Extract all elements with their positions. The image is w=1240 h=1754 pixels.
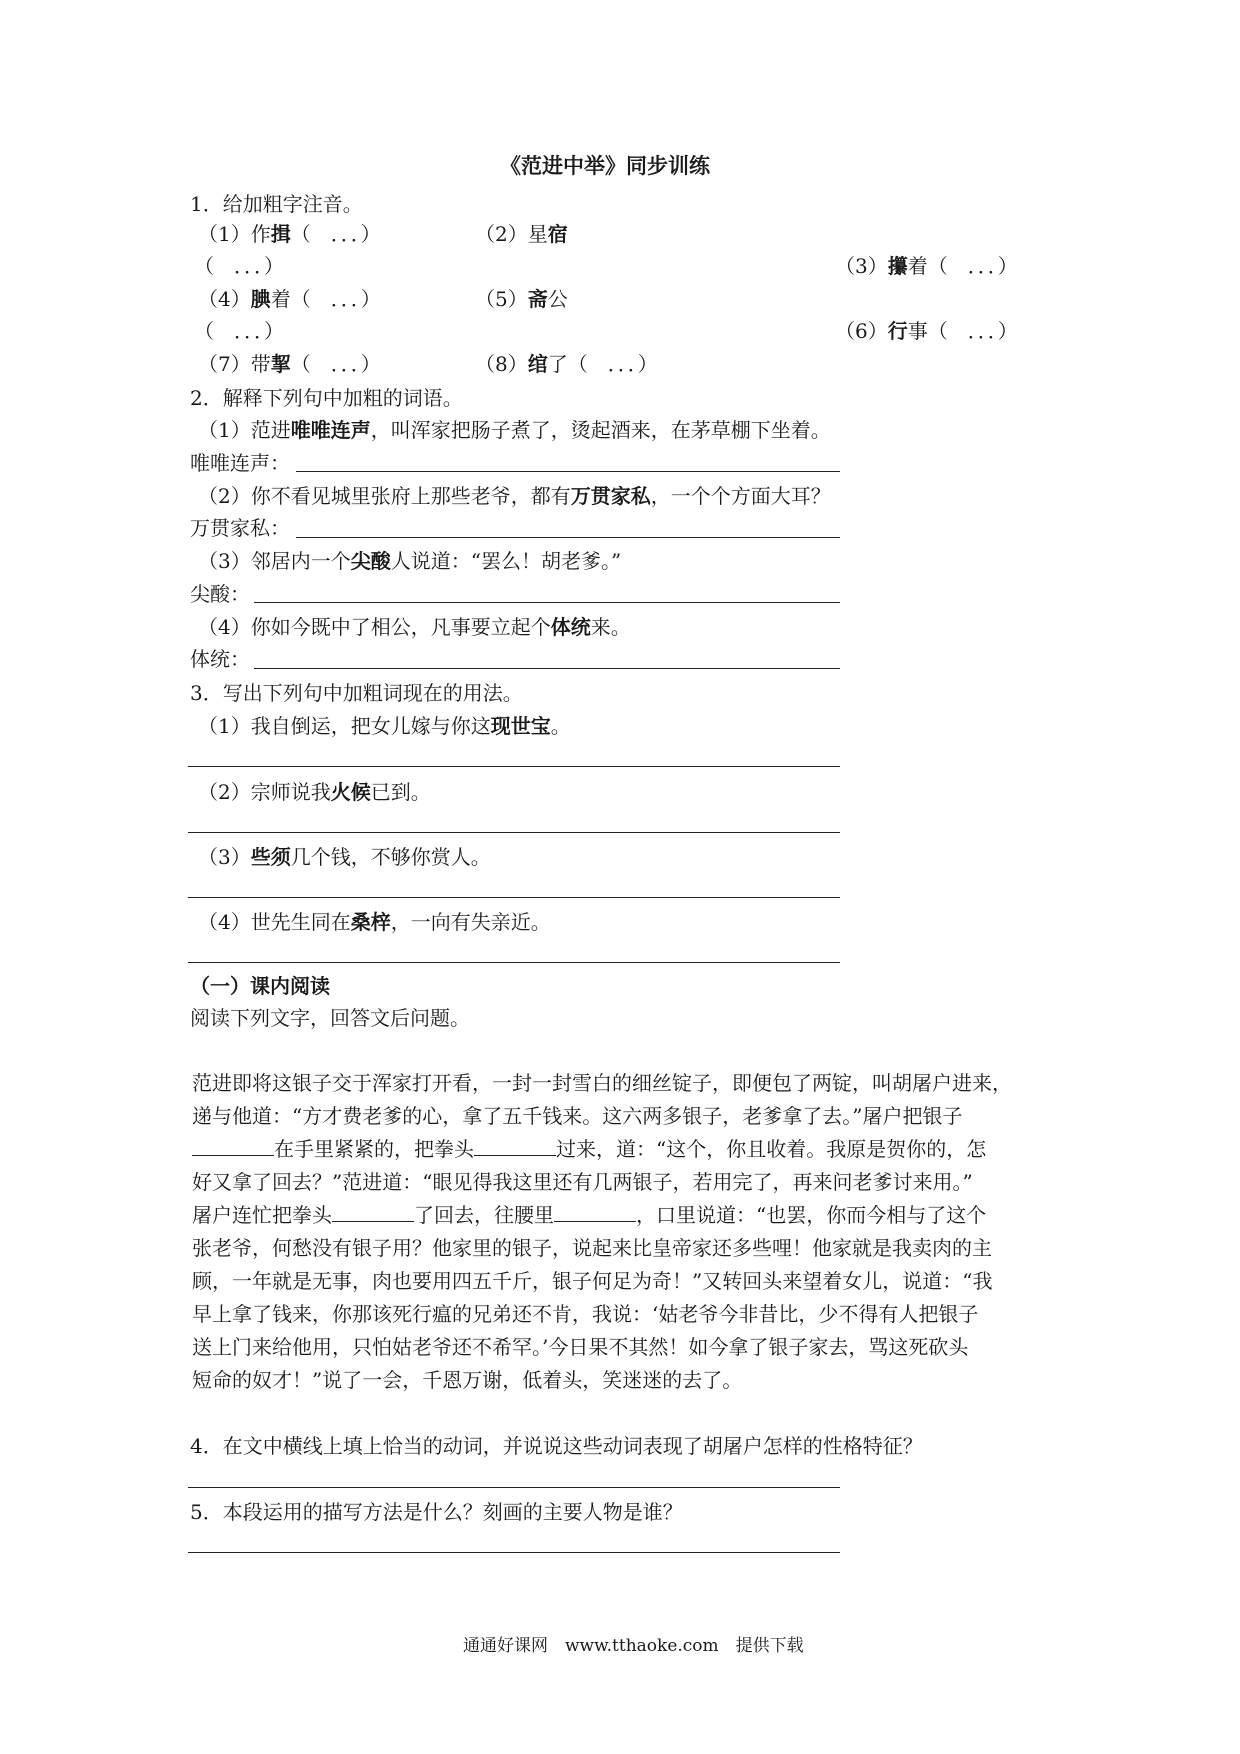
fill-blank-3[interactable] [332, 1203, 414, 1222]
passage-line-4: 好又拿了回去？”范进道：“眼见得我这里还有几两银子，若用完了，再来问老爹讨来用。” [192, 1170, 973, 1194]
q2-answer-line-3[interactable] [254, 602, 840, 603]
q1-item-2-paren: （ ．．．） [194, 254, 284, 278]
passage-line-6: 张老爷，何愁没有银子用？他家里的银子，说起来比皇帝家还多些哩！他家就是我卖肉的主 [192, 1236, 992, 1260]
q1-item-8: （8）绾了（ ．．．） [475, 352, 658, 376]
q2-sentence-2: （2）你不看见城里张府上那些老爷，都有万贯家私，一个个方面大耳？ [198, 484, 831, 508]
fill-blank-1[interactable] [192, 1137, 274, 1156]
q5-answer-line[interactable] [188, 1552, 840, 1553]
reading-section-heading: （一）课内阅读 [190, 974, 330, 998]
reading-instruction: 阅读下列文字，回答文后问题。 [190, 1006, 470, 1030]
q5-question: 5．本段运用的描写方法是什么？刻画的主要人物是谁？ [190, 1500, 683, 1524]
q3-sentence-1: （1）我自倒运，把女儿嫁与你这现世宝。 [198, 714, 571, 738]
q2-label-2: 万贯家私： [190, 516, 290, 540]
q2-label-3: 尖酸： [190, 582, 250, 606]
q3-heading: 3．写出下列句中加粗词现在的用法。 [190, 681, 523, 705]
page-title: 《范进中举》同步训练 [500, 153, 710, 178]
q3-answer-line-1[interactable] [188, 766, 840, 767]
q2-answer-line-1[interactable] [296, 471, 840, 472]
fill-blank-2[interactable] [474, 1137, 556, 1156]
fill-blank-4[interactable] [554, 1203, 636, 1222]
q2-label-1: 唯唯连声： [190, 451, 290, 475]
q1-item-3: （3）攥着（ ．．．） [835, 254, 1018, 278]
passage-line-5: 屠户连忙把拳头 了回去，往腰里 ，口里说道：“也罢，你而今相与了这个 [192, 1203, 987, 1227]
footer-credit: 通通好课网 www.tthaoke.com 提供下载 [463, 1636, 804, 1656]
passage-line-1: 范进即将这银子交于浑家打开看，一封一封雪白的细丝锭子，即便包了两锭，叫胡屠户进来， [192, 1071, 1012, 1095]
q1-item-7: （7）带挈（ ．．．） [198, 352, 381, 376]
q1-item-4: （4）腆着（ ．．．） [198, 287, 381, 311]
q3-sentence-3: （3）些须几个钱，不够你赏人。 [198, 845, 491, 869]
q3-answer-line-3[interactable] [188, 897, 840, 898]
q2-answer-line-4[interactable] [254, 668, 840, 669]
q2-label-4: 体统： [190, 647, 250, 671]
q3-answer-line-2[interactable] [188, 832, 840, 833]
passage-line-8: 早上拿了钱来，你那该死行瘟的兄弟还不肯，我说：‘姑老爷今非昔比，少不得有人把银子 [192, 1302, 979, 1326]
q4-answer-line[interactable] [188, 1487, 840, 1488]
passage-line-7: 顾，一年就是无事，肉也要用四五千斤，银子何足为奇！”又转回头来望着女儿，说道：“我 [192, 1269, 993, 1293]
q4-question: 4．在文中横线上填上恰当的动词，并说说这些动词表现了胡屠户怎样的性格特征？ [190, 1434, 923, 1458]
passage-line-3: 在手里紧紧的，把拳头 过来，道：“这个，你且收着。我原是贺你的，怎 [192, 1133, 1062, 1166]
q1-item-2: （2）星宿 [475, 222, 568, 246]
q2-sentence-4: （4）你如今既中了相公，凡事要立起个体统来。 [198, 615, 631, 639]
q2-sentence-1: （1）范进唯唯连声，叫浑家把肠子煮了，烫起酒来，在茅草棚下坐着。 [198, 418, 831, 442]
q2-sentence-3: （3）邻居内一个尖酸人说道：“罢么！胡老爹。” [198, 549, 622, 573]
q1-item-6: （6）行事（ ．．．） [835, 319, 1018, 343]
q1-item-5: （5）斋公 [475, 287, 568, 311]
passage-line-2: 递与他道：“方才费老爹的心，拿了五千钱来。这六两多银子，老爹拿了去。”屠户把银子 [192, 1104, 963, 1128]
q2-answer-line-2[interactable] [296, 537, 840, 538]
q1-item-5-paren: （ ．．．） [194, 319, 284, 343]
q3-sentence-2: （2）宗师说我火候已到。 [198, 780, 431, 804]
q3-sentence-4: （4）世先生同在桑梓，一向有失亲近。 [198, 910, 551, 934]
q1-item-1: （1）作揖（ ．．．） [198, 222, 381, 246]
q1-heading: 1．给加粗字注音。 [190, 192, 363, 216]
passage-line-10: 短命的奴才！”说了一会，千恩万谢，低着头，笑迷迷的去了。 [192, 1368, 743, 1392]
passage-line-9: 送上门来给他用，只怕姑老爷还不希罕。’今日果不其然！如今拿了银子家去，骂这死砍头 [192, 1335, 969, 1359]
q3-answer-line-4[interactable] [188, 962, 840, 963]
q2-heading: 2．解释下列句中加粗的词语。 [190, 386, 463, 410]
reading-passage [192, 1067, 1062, 1397]
